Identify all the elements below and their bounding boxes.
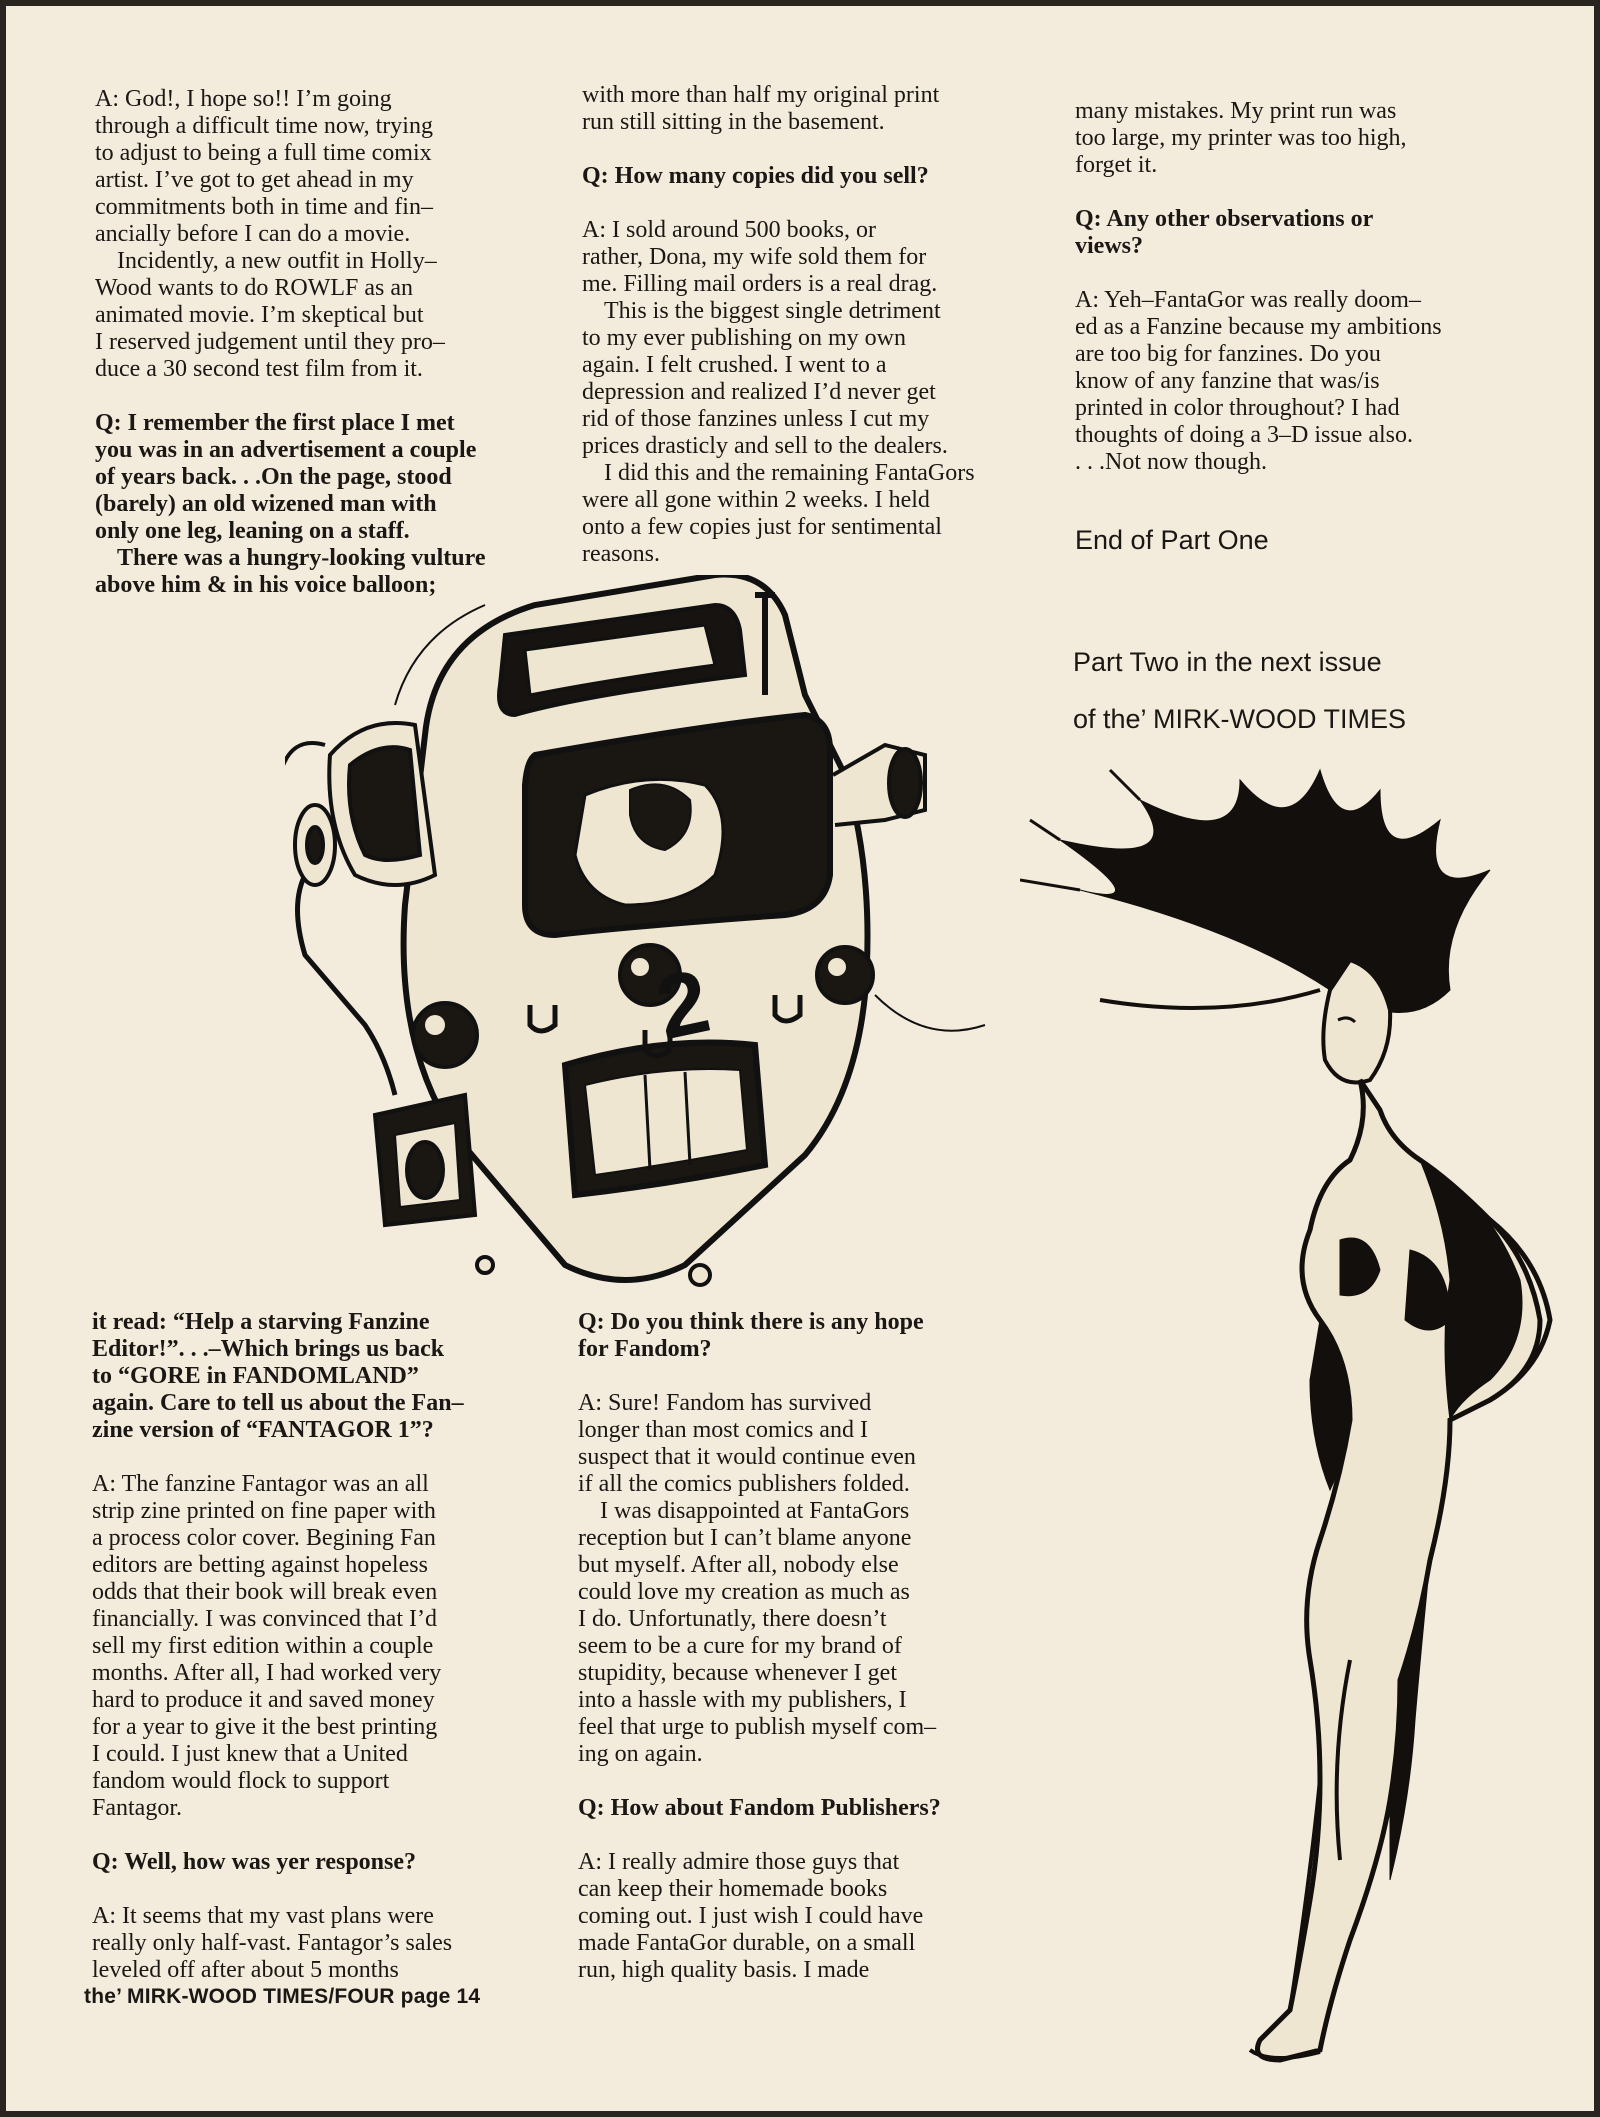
text-line: A: I really admire those guys that bbox=[578, 1849, 900, 1875]
text-line: A: The fanzine Fantagor was an all bbox=[92, 1471, 429, 1497]
text-line: feel that urge to publish myself com– bbox=[578, 1714, 937, 1740]
text-line: Q: I remember the first place I met bbox=[95, 410, 455, 436]
question-block bbox=[1075, 206, 1545, 260]
next-issue-line-2: of the’ MIRK-WOOD TIMES bbox=[1073, 704, 1407, 734]
text-line: duce a 30 second test film from it. bbox=[95, 356, 423, 382]
text-line: A: It seems that my vast plans were bbox=[92, 1903, 434, 1929]
woman-figure-illustration bbox=[1020, 760, 1580, 2100]
text-line: seem to be a cure for my brand of bbox=[578, 1633, 902, 1659]
text-line: leveled off after about 5 months bbox=[92, 1957, 399, 1983]
text-line: many mistakes. My print run was bbox=[1075, 98, 1397, 124]
answer-block bbox=[1075, 287, 1545, 476]
answer-block bbox=[92, 1471, 552, 1822]
text-line: could love my creation as much as bbox=[578, 1579, 910, 1605]
text-line: know of any fanzine that was/is bbox=[1075, 368, 1380, 394]
text-line: ancially before I can do a movie. bbox=[95, 221, 411, 247]
column-2-bottom bbox=[578, 1309, 1038, 1984]
text-line: Editor!”. . .–Which brings us back bbox=[92, 1336, 445, 1362]
text-line: I do. Unfortunatly, there doesn’t bbox=[578, 1606, 887, 1632]
text-line: There was a hungry-looking vulture bbox=[117, 545, 486, 571]
answer-block bbox=[582, 217, 1042, 298]
text-line: zine version of “FANTAGOR 1”? bbox=[92, 1417, 434, 1443]
text-line: run still sitting in the basement. bbox=[582, 109, 885, 135]
text-line: depression and realized I’d never get bbox=[582, 379, 936, 405]
text-line: views? bbox=[1075, 233, 1143, 259]
text-line: a process color cover. Begining Fan bbox=[92, 1525, 436, 1551]
text-line: reasons. bbox=[582, 541, 660, 567]
text-line: rid of those fanzines unless I cut my bbox=[582, 406, 930, 432]
text-line: I did this and the remaining FantaGors bbox=[604, 460, 975, 486]
text-line: A: Sure! Fandom has survived bbox=[578, 1390, 872, 1416]
pod-number: 2 bbox=[648, 951, 718, 1060]
text-line: coming out. I just wish I could have bbox=[578, 1903, 924, 1929]
question-block bbox=[92, 1309, 552, 1444]
text-line: again. I felt crushed. I went to a bbox=[582, 352, 887, 378]
page-footer: the’ MIRK-WOOD TIMES/FOUR page 14 bbox=[84, 1985, 481, 2008]
text-line: were all gone within 2 weeks. I held bbox=[582, 487, 930, 513]
text-line: Q: Do you think there is any hope bbox=[578, 1309, 924, 1335]
end-of-part-one: End of Part One bbox=[1075, 525, 1269, 555]
text-line: rather, Dona, my wife sold them for bbox=[582, 244, 927, 270]
next-issue-line-1: Part Two in the next issue bbox=[1073, 647, 1382, 677]
text-line: reception but I can’t blame anyone bbox=[578, 1525, 912, 1551]
text-line: stupidity, because whenever I get bbox=[578, 1660, 897, 1686]
text-line: . . .Not now though. bbox=[1075, 449, 1267, 475]
text-line: of years back. . .On the page, stood bbox=[95, 464, 452, 490]
text-line: run, high quality basis. I made bbox=[578, 1957, 870, 1983]
text-line: ing on again. bbox=[578, 1741, 703, 1767]
text-line: I was disappointed at FantaGors bbox=[600, 1498, 910, 1524]
answer-paragraph bbox=[582, 298, 1042, 460]
text-line: to “GORE in FANDOMLAND” bbox=[92, 1363, 419, 1389]
answer-continuation bbox=[1075, 98, 1545, 179]
text-line: too large, my printer was too high, bbox=[1075, 125, 1407, 151]
text-line: can keep their homemade books bbox=[578, 1876, 888, 1902]
text-line: only one leg, leaning on a staff. bbox=[95, 518, 410, 544]
text-line: odds that their book will break even bbox=[92, 1579, 438, 1605]
text-line: Wood wants to do ROWLF as an bbox=[95, 275, 414, 301]
text-line: for Fandom? bbox=[578, 1336, 712, 1362]
question-block bbox=[582, 163, 1042, 190]
text-line: Q: How many copies did you sell? bbox=[582, 163, 929, 189]
answer-paragraph bbox=[95, 248, 535, 383]
text-line: it read: “Help a starving Fanzine bbox=[92, 1309, 430, 1335]
text-line: This is the biggest single detriment bbox=[604, 298, 941, 324]
text-line: I reserved judgement until they pro– bbox=[95, 329, 445, 355]
text-line: prices drasticly and sell to the dealers. bbox=[582, 433, 948, 459]
text-line: to adjust to being a full time comix bbox=[95, 140, 432, 166]
answer-paragraph bbox=[582, 460, 1042, 568]
text-line: printed in color throughout? I had bbox=[1075, 395, 1400, 421]
text-line: me. Filling mail orders is a real drag. bbox=[582, 271, 938, 297]
text-line: sell my first edition within a couple bbox=[92, 1633, 434, 1659]
text-line: Q: How about Fandom Publishers? bbox=[578, 1795, 941, 1821]
text-line: Q: Well, how was yer response? bbox=[92, 1849, 417, 1875]
text-line: for a year to give it the best printing bbox=[92, 1714, 438, 1740]
column-1-top bbox=[95, 86, 535, 599]
question-block bbox=[95, 410, 535, 545]
text-line: suspect that it would continue even bbox=[578, 1444, 916, 1470]
text-line: through a difficult time now, trying bbox=[95, 113, 433, 139]
text-line: financially. I was convinced that I’d bbox=[92, 1606, 437, 1632]
text-line: (barely) an old wizened man with bbox=[95, 491, 437, 517]
text-line: I could. I just knew that a United bbox=[92, 1741, 408, 1767]
question-block bbox=[578, 1309, 1038, 1363]
text-line: onto a few copies just for sentimental bbox=[582, 514, 942, 540]
answer-block bbox=[578, 1390, 1038, 1498]
space-pod-illustration bbox=[285, 575, 1065, 1295]
text-line: again. Care to tell us about the Fan– bbox=[92, 1390, 464, 1416]
answer-block bbox=[95, 86, 535, 248]
question-block bbox=[92, 1849, 552, 1876]
text-line: artist. I’ve got to get ahead in my bbox=[95, 167, 414, 193]
text-line: thoughts of doing a 3–D issue also. bbox=[1075, 422, 1413, 448]
text-line: hard to produce it and saved money bbox=[92, 1687, 435, 1713]
column-3-top bbox=[1075, 98, 1545, 476]
text-line: fandom would flock to support bbox=[92, 1768, 390, 1794]
text-line: A: I sold around 500 books, or bbox=[582, 217, 876, 243]
text-line: really only half-vast. Fantagor’s sales bbox=[92, 1930, 453, 1956]
text-line: editors are betting against hopeless bbox=[92, 1552, 428, 1578]
text-line: A: Yeh–FantaGor was really doom– bbox=[1075, 287, 1421, 313]
text-line: above him & in his voice balloon; bbox=[95, 572, 437, 598]
text-line: longer than most comics and I bbox=[578, 1417, 868, 1443]
text-line: ed as a Fanzine because my ambitions bbox=[1075, 314, 1442, 340]
text-line: but myself. After all, nobody else bbox=[578, 1552, 899, 1578]
text-line: forget it. bbox=[1075, 152, 1158, 178]
text-line: Q: Any other observations or bbox=[1075, 206, 1374, 232]
text-line: animated movie. I’m skeptical but bbox=[95, 302, 424, 328]
answer-block bbox=[92, 1903, 552, 1984]
answer-continuation bbox=[582, 82, 1042, 136]
text-line: Incidently, a new outfit in Holly– bbox=[117, 248, 437, 274]
text-line: months. After all, I had worked very bbox=[92, 1660, 442, 1686]
text-line: if all the comics publishers folded. bbox=[578, 1471, 910, 1497]
column-2-top bbox=[582, 82, 1042, 568]
text-line: are too big for fanzines. Do you bbox=[1075, 341, 1381, 367]
answer-block bbox=[578, 1849, 1038, 1984]
text-line: to my ever publishing on my own bbox=[582, 325, 906, 351]
answer-paragraph bbox=[578, 1498, 1038, 1768]
text-line: Fantagor. bbox=[92, 1795, 182, 1821]
text-line: into a hassle with my publishers, I bbox=[578, 1687, 907, 1713]
text-line: you was in an advertisement a couple bbox=[95, 437, 477, 463]
text-line: commitments both in time and fin– bbox=[95, 194, 433, 220]
text-line: A: God!, I hope so!! I’m going bbox=[95, 86, 392, 112]
question-block bbox=[578, 1795, 1038, 1822]
text-line: made FantaGor durable, on a small bbox=[578, 1930, 916, 1956]
text-line: strip zine printed on fine paper with bbox=[92, 1498, 436, 1524]
text-line: with more than half my original print bbox=[582, 82, 940, 108]
column-1-bottom bbox=[92, 1309, 552, 1984]
